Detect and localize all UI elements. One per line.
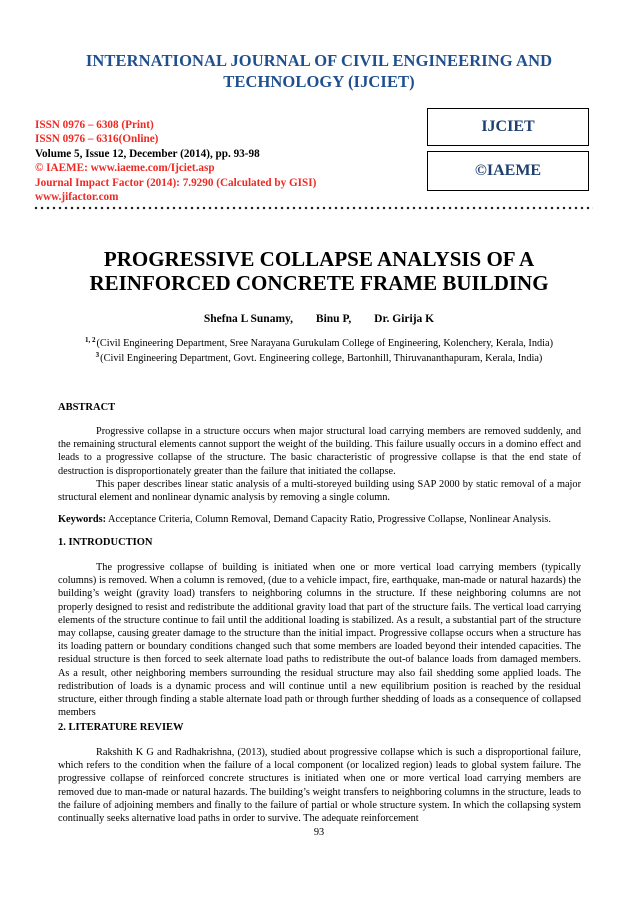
affiliation-2-text: (Civil Engineering Department, Govt. Engineering college, Bartonhill, Thiruvananthapuram, Kerala, India) [100, 353, 543, 364]
keywords [58, 513, 581, 526]
journal-title [60, 50, 578, 92]
affiliation-2-marker: 3 [95, 351, 100, 359]
abstract-paragraph-1: Progressive collapse in a structure occurs when major structural load carrying members are removed suddenly, and the remaining structural elements cannot support the weight of the building. This failure usually occurs in a domino effect and leads to a progressive collapse of the structure. The basic characteristic of progressive collapse is that the end state of destruction is disproportionately greater than the failure that initiated the collapse. [58, 426, 581, 477]
dotted-divider [33, 205, 593, 213]
affiliation-1-text: (Civil Engineering Department, Sree Narayana Gurukulam College of Engineering, Kolenchery, Kerala, India) [96, 338, 554, 349]
affiliation-2 [0, 351, 638, 364]
impact-factor: Journal Impact Factor (2014): 7.9290 (Calculated by GISI) [35, 176, 317, 189]
literature-heading: 2. LITERATURE REVIEW [58, 722, 184, 733]
issn-online: ISSN 0976 – 6316(Online) [35, 133, 159, 146]
iaeme-box: ©IAEME [427, 151, 589, 191]
paper-title-line1: PROGRESSIVE COLLAPSE ANALYSIS OF A [103, 247, 535, 271]
affiliation-1-marker: 1, 2 [84, 336, 96, 344]
abstract-paragraph-2: This paper describes linear static analysis of a multi-storeyed building using SAP 2000 by static removal of a major structural element and nonlinear dynamic analysis by removing a single column. [58, 478, 581, 504]
ijciet-box: IJCIET [427, 108, 589, 146]
author-2: Binu P, [315, 313, 352, 325]
journal-title-line2: TECHNOLOGY (IJCIET) [223, 72, 415, 91]
paper-title [60, 247, 578, 295]
jifactor-link: www.jifactor.com [35, 191, 119, 204]
page-number: 93 [313, 827, 325, 838]
introduction-body: The progressive collapse of building is initiated when one or more vertical load carrying members (typically columns) is removed. When a column is removed, (due to a vehicle impact, fire, earthquake, man-made or natural hazards) the building’s weight (gravity load) transfers to neighboring columns in the structure. If these neighboring columns are not properly designed to resist and redistribute the additional gravity load that part of the structure fails. The vertical load carrying elements of the structure continue to fail until the additional loading is stabilized. As a result, a substantial part of the structure may collapse, causing greater damage to the structure than the initial impact. Progressive collapse occurs when a structure has its loading pattern or boundary conditions changed such that some members are loaded beyond their intended capacities. The residual structure is then forced to seek alternate load paths to redistribute the out-of balance loads from damaged members. As a result, other neighboring members surrounding the residual structure may also fail shedding some applied loads. The redistribution of loads is a dynamic process and will continue until a new equilibrium position is reached by the residual structure, either through finding a stable alternate load path or through further shedding of loads as a consequence of collapsed members [58, 562, 581, 719]
author-1: Shefna L Sunamy, [203, 313, 294, 325]
abstract-heading: ABSTRACT [58, 402, 116, 413]
paper-title-line2: REINFORCED CONCRETE FRAME BUILDING [89, 271, 549, 295]
introduction-heading: 1. INTRODUCTION [58, 537, 153, 548]
volume-info: Volume 5, Issue 12, December (2014), pp. 93-98 [35, 147, 260, 160]
author-list [0, 313, 638, 325]
author-3: Dr. Girija K [374, 313, 435, 325]
literature-body: Rakshith K G and Radhakrishna, (2013), studied about progressive collapse which is such a disproportional failure, which refers to the condition when the failure of a local component (or localized region) leads to global system failure. The progressive collapse of reinforced concrete structures is initiated when one or more vertical load carrying members are removed due to man-made or natural hazards. The building’s weight transfers to neighboring columns in the structure, leads to the failure of adjoining members and finally to the failure of partial or whole structure system. In which the collapsing system continually seeks alternative load paths in order to survive. The adequate reinforcement [58, 747, 581, 825]
keywords-text: Acceptance Criteria, Column Removal, Demand Capacity Ratio, Progressive Collapse, Nonlinear Analysis. [106, 514, 551, 525]
abstract-body [58, 425, 581, 504]
journal-website: © IAEME: www.iaeme.com/Ijciet.asp [35, 162, 215, 175]
issn-print: ISSN 0976 – 6308 (Print) [35, 119, 154, 131]
journal-title-line1: INTERNATIONAL JOURNAL OF CIVIL ENGINEERING AND [85, 51, 553, 70]
affiliation-1 [0, 336, 638, 349]
journal-metadata [35, 118, 375, 204]
keywords-label: Keywords: [58, 514, 107, 525]
